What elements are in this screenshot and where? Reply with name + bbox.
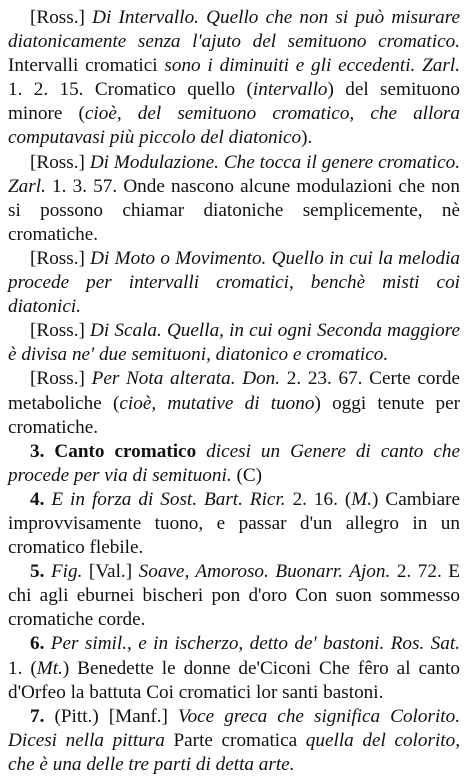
body-text: [Val.] bbox=[82, 561, 139, 583]
italic-text: Di Modulazione. Che tocca il genere cromatico. Zarl. bbox=[8, 151, 461, 197]
body-text: Intervalli cromatici bbox=[8, 55, 165, 77]
entry-paragraph bbox=[8, 247, 460, 319]
body-text: ) del semituono minore ( bbox=[8, 79, 461, 125]
italic-text: Per simil., e in ischerzo, detto de' bastoni. Ros. Sat. bbox=[50, 633, 461, 655]
italic-text: Per Nota alterata. Don. bbox=[91, 368, 281, 390]
italic-text: cioè, mutative di tuono bbox=[119, 392, 315, 414]
italic-text: Mt. bbox=[36, 657, 63, 679]
body-text: [Ross.] bbox=[30, 151, 90, 173]
italic-text: dicesi un Genere di canto che procede per via di semituoni. bbox=[8, 440, 460, 486]
italic-text: Di Intervallo. Quello che non si può misurare diatonicamente senza l'ajuto del semituono cromatico. bbox=[8, 7, 460, 53]
body-text: ) oggi tenute per cromatiche. bbox=[8, 392, 460, 438]
entry-paragraph bbox=[8, 6, 460, 151]
italic-text: E in forza di Sost. Bart. Ricr. bbox=[51, 488, 286, 510]
body-text: 2. 72. E chi agli eburnei bischeri pon d'oro Con suon sommesso cromatiche corde. bbox=[8, 561, 460, 631]
italic-text: Fig. bbox=[50, 561, 83, 583]
sense-number: 5. bbox=[30, 561, 51, 583]
body-text: Parte cromatica bbox=[164, 729, 306, 751]
entry-paragraph bbox=[8, 488, 460, 560]
body-text: 2. 16. ( bbox=[285, 488, 352, 510]
body-text: [Ross.] bbox=[30, 320, 91, 342]
sense-number: 7. bbox=[30, 705, 55, 727]
entry-paragraph bbox=[8, 705, 460, 777]
entry-paragraph bbox=[8, 560, 460, 632]
italic-text: intervallo bbox=[252, 79, 328, 101]
body-text: ). bbox=[301, 127, 313, 149]
entry-paragraph bbox=[8, 151, 460, 247]
body-text: [Ross.] bbox=[30, 247, 91, 269]
entry-paragraph bbox=[8, 632, 460, 704]
body-text: (Pitt.) [Manf.] bbox=[54, 705, 178, 727]
italic-text: Voce greca che significa Colorito. Dicesi nella pittura bbox=[8, 705, 460, 751]
entry-paragraph bbox=[8, 440, 460, 488]
sense-number: 6. bbox=[30, 633, 51, 655]
body-text: [Ross.] bbox=[30, 7, 93, 28]
sense-number: 3. Canto cromatico bbox=[30, 440, 207, 462]
italic-text: Di Moto o Movimento. Quello in cui la melodia procede per intervalli cromatici, benchè misti coi diatonici. bbox=[8, 247, 460, 318]
italic-text: quella del colorito, che è una delle tre parti di detta arte. bbox=[8, 729, 460, 775]
italic-text: Di Scala. Quella, in cui ogni Seconda maggiore è divisa ne' due semituoni, diatonico e cromatico. bbox=[8, 320, 460, 366]
sense-number: 4. bbox=[30, 488, 52, 510]
italic-text: M. bbox=[351, 488, 373, 510]
entry-paragraph bbox=[8, 367, 460, 439]
body-text: [Ross.] bbox=[30, 368, 92, 390]
body-text: 1. 2. 15. Cromatico quello ( bbox=[8, 79, 253, 101]
body-text: 2. 23. 67. Certe corde metaboliche ( bbox=[8, 368, 460, 414]
body-text: ) Benedette le donne de'Ciconi Che fêro al canto d'Orfeo la battuta Coi cromatici lor santi bastoni. bbox=[8, 657, 460, 703]
italic-text: sono i diminuiti e gli eccedenti. Zarl. bbox=[164, 55, 461, 77]
body-text: 1. 3. 57. Onde nascono alcune modulazioni che non si possono chiamar diatoniche semplicemente, nè cromatiche. bbox=[8, 175, 460, 245]
italic-text: cioè, del semituono cromatico, che allora computavasi più piccolo del diatonico bbox=[8, 103, 460, 149]
body-text: 1. ( bbox=[8, 657, 37, 679]
body-text: (C) bbox=[231, 464, 263, 486]
entry-paragraph bbox=[8, 319, 460, 367]
italic-text: Soave, Amoroso. Buonarr. Ajon. bbox=[138, 561, 391, 583]
body-text: ) Cambiare improvvisamente tuono, e passar d'un allegro in un cromatico flebile. bbox=[8, 488, 460, 559]
